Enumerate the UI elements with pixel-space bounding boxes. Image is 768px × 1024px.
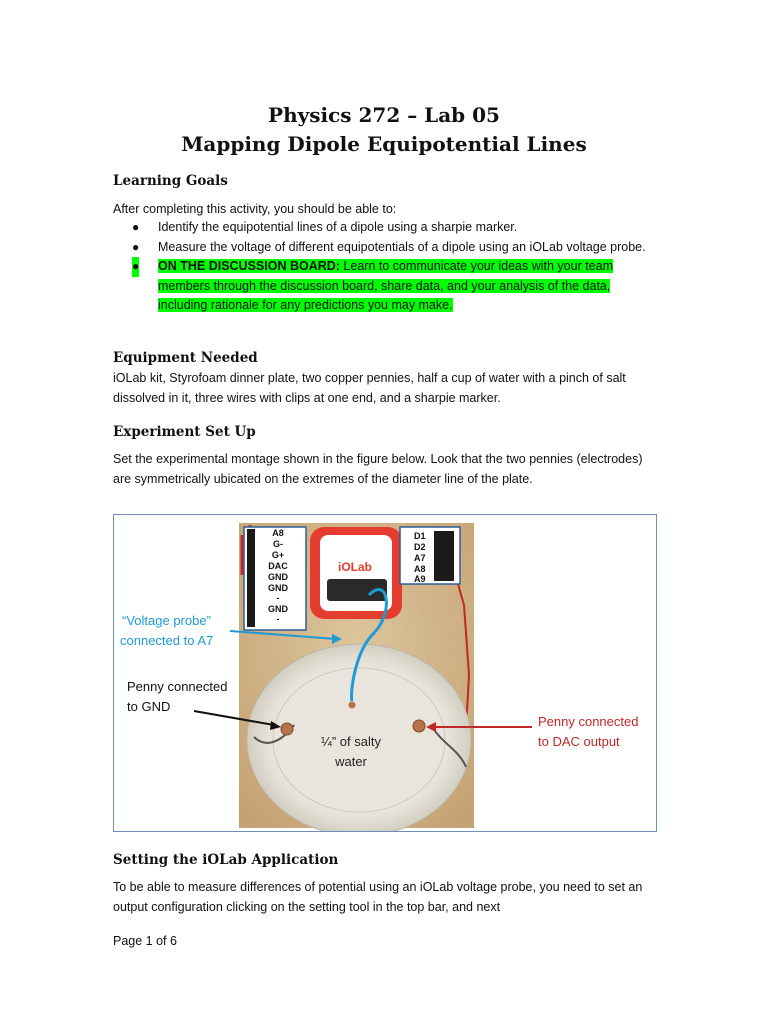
list-item: ● Measure the voltage of different equipotentials of a dipole using an iOLab voltage probe. xyxy=(132,239,646,254)
setup-heading: Experiment Set Up xyxy=(113,424,256,440)
page-number: Page 1 of 6 xyxy=(113,934,177,948)
pin-label-left: GND xyxy=(268,583,288,593)
pin-label-left: G- xyxy=(273,539,283,549)
water-label-line2: water xyxy=(335,754,367,769)
doc-title-line1: Physics 272 – Lab 05 xyxy=(268,103,500,127)
application-heading: Setting the iOLab Application xyxy=(113,852,339,868)
learning-goals-intro: After completing this activity, you should be able to: xyxy=(113,202,397,216)
setup-figure xyxy=(113,514,657,832)
list-item: ● Identify the equipotential lines of a dipole using a sharpie marker. xyxy=(132,220,518,234)
pin-label-right: A7 xyxy=(414,553,426,563)
dac-label-line1: Penny connected xyxy=(538,714,639,729)
learning-goals-heading: Learning Goals xyxy=(113,173,228,189)
penny-dac xyxy=(413,720,425,732)
learning-goals-list xyxy=(113,218,658,316)
dac-label-line2: to DAC output xyxy=(538,734,620,749)
pin-label-left: A8 xyxy=(272,528,284,538)
discussion-board-text: Learn to communicate your ideas with your team members through the discussion board, share data, and your analysis of the data, including rationale for any predictions you may make. xyxy=(158,259,613,312)
pin-label-right: A9 xyxy=(414,574,426,584)
penny-gnd xyxy=(281,723,293,735)
setup-text: Set the experimental montage shown in the figure below. Look that the two pennies (electrodes) are symmetrically ubicated on the extremes of the diameter line of the plate. xyxy=(113,452,643,486)
equipment-text: iOLab kit, Styrofoam dinner plate, two copper pennies, half a cup of water with a pinch of salt dissolved in it, three wires with clips at one end, and a sharpie marker. xyxy=(113,371,626,405)
pin-label-right: A8 xyxy=(414,564,426,574)
setup-photo xyxy=(114,515,656,831)
gnd-label-line2: to GND xyxy=(127,699,171,714)
probe-label-line1: “Voltage probe” xyxy=(122,613,211,628)
pin-label-left: - xyxy=(276,614,280,624)
pin-label-left: - xyxy=(276,593,280,603)
gnd-label-line1: Penny connected xyxy=(127,679,228,694)
list-item: ● ON THE DISCUSSION BOARD: Learn to communicate your ideas with your team members through the discussion board, share data, and your analysis of the data, including rationale for any predictions you may make. xyxy=(132,259,613,312)
application-text: To be able to measure differences of potential using an iOLab voltage probe, you need to set an output configuration clicking on the setting tool in the top bar, and next xyxy=(113,880,643,914)
pin-label-left: DAC xyxy=(268,561,288,571)
bullet-text: Measure the voltage of different equipotentials of a dipole using an iOLab voltage probe. xyxy=(158,239,646,254)
pin-label-left: GND xyxy=(268,604,288,614)
water-label-line1: ¼” of salty xyxy=(321,734,381,749)
pin-label-right: D1 xyxy=(414,531,426,541)
pin-label-left: G+ xyxy=(271,550,285,560)
doc-title-line2: Mapping Dipole Equipotential Lines xyxy=(181,132,587,156)
pin-label-left: GND xyxy=(268,572,288,582)
device-label: iOLab xyxy=(338,560,373,574)
probe-tip xyxy=(349,702,356,709)
discussion-board-label: ON THE DISCUSSION BOARD: xyxy=(158,259,340,273)
pin-label-right: D2 xyxy=(414,542,426,552)
bullet-text: Identify the equipotential lines of a dipole using a sharpie marker. xyxy=(158,220,518,234)
equipment-heading: Equipment Needed xyxy=(113,350,258,366)
probe-label-line2: connected to A7 xyxy=(120,633,214,648)
